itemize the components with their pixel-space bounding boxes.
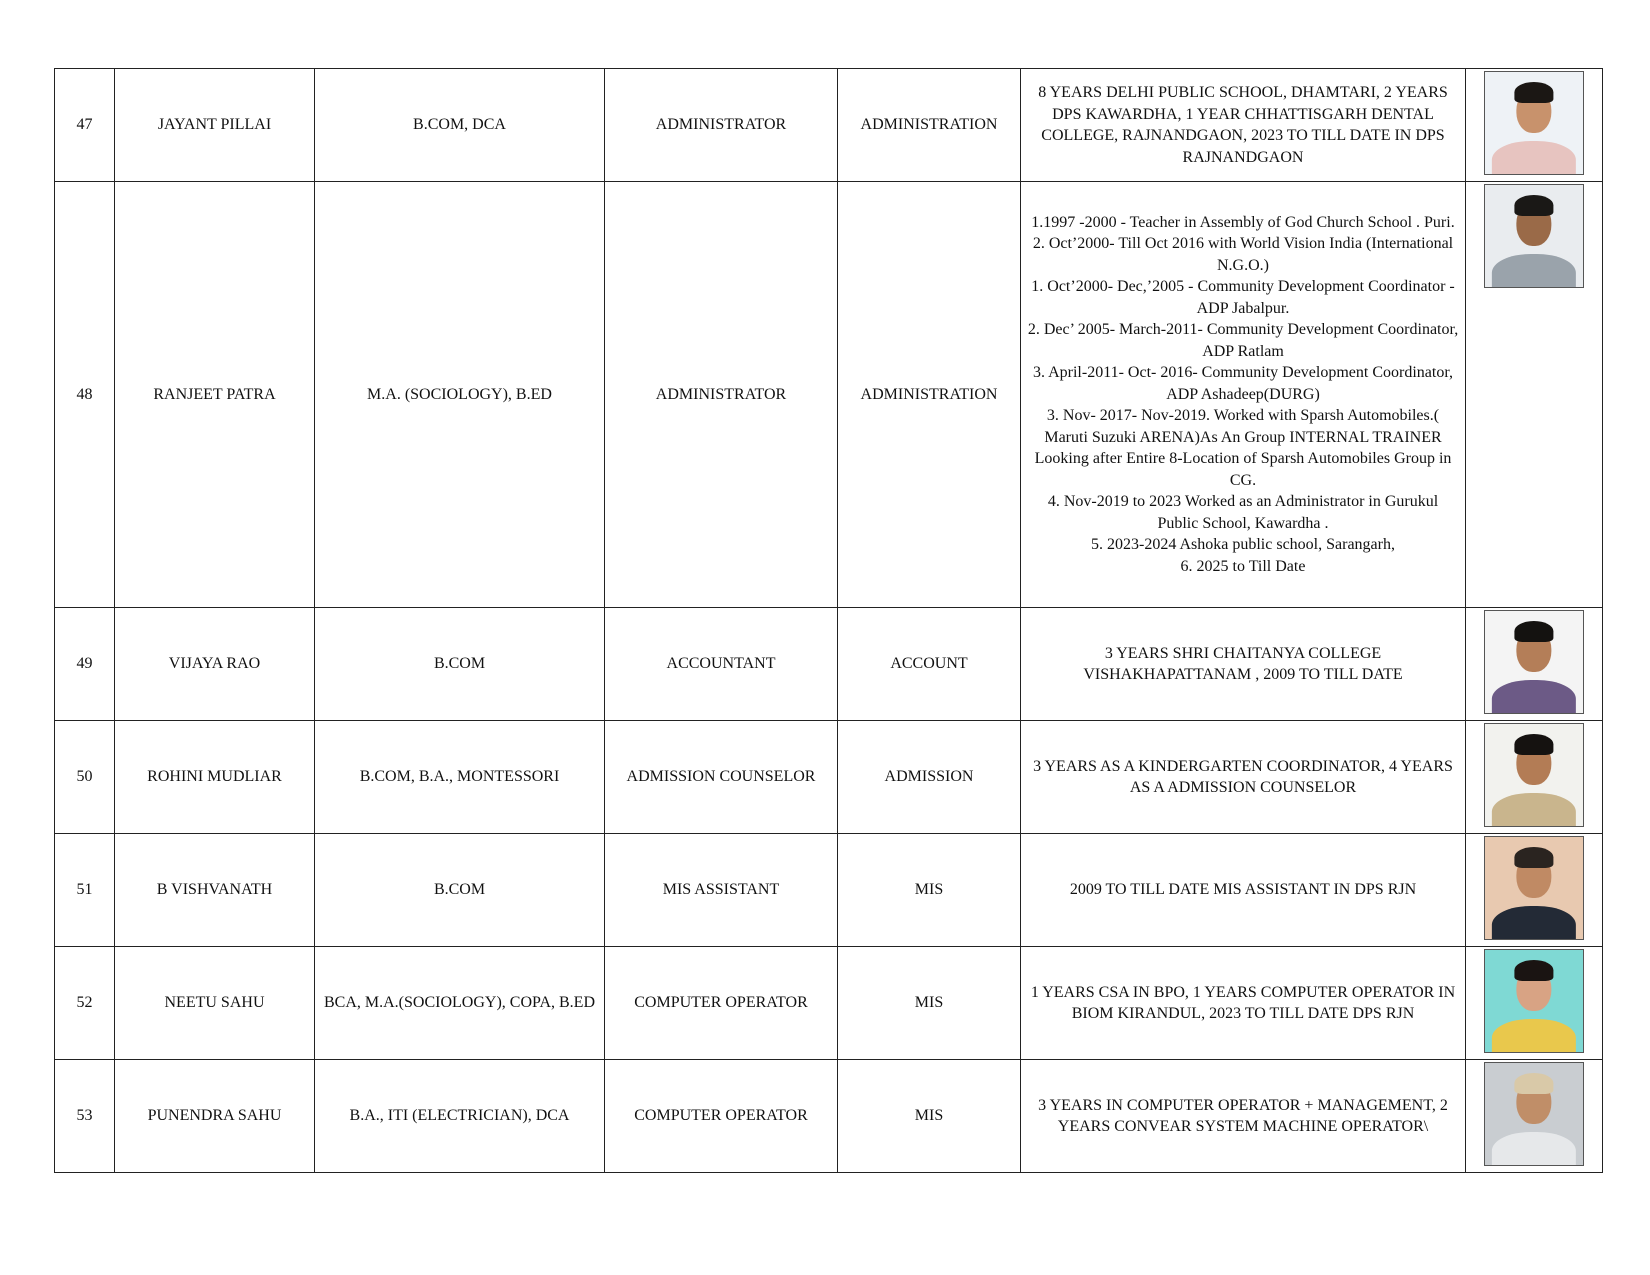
- photo-hair: [1514, 734, 1553, 754]
- experience-line: 3 YEARS SHRI CHAITANYA COLLEGE VISHAKHAPATTANAM , 2009 TO TILL DATE: [1083, 644, 1403, 683]
- name-cell: VIJAYA RAO: [115, 608, 315, 721]
- serial-number-cell: 53: [55, 1060, 115, 1173]
- experience-line: 1 YEARS CSA IN BPO, 1 YEARS COMPUTER OPERATOR IN BIOM KIRANDUL, 2023 TO TILL DATE DPS RJN: [1030, 983, 1456, 1022]
- department-cell: MIS: [838, 947, 1021, 1060]
- experience-cell: [1021, 834, 1466, 947]
- department-cell: ADMINISTRATION: [838, 182, 1021, 608]
- photo-shoulders: [1492, 1132, 1576, 1166]
- photo-hair: [1514, 960, 1553, 980]
- table-row: [55, 182, 1603, 608]
- photo-shoulders: [1492, 1019, 1576, 1053]
- staff-photo: [1484, 723, 1584, 827]
- table-row: [55, 834, 1603, 947]
- qualification-cell: B.COM, DCA: [315, 69, 605, 182]
- photo-shoulders: [1492, 141, 1576, 175]
- experience-line: 2009 TO TILL DATE MIS ASSISTANT IN DPS RJN: [1069, 881, 1417, 899]
- photo-hair: [1514, 82, 1553, 102]
- photo-shoulders: [1492, 254, 1576, 288]
- experience-line: 2. Dec’ 2005- March-2011- Community Development Coordinator, ADP Ratlam: [1027, 321, 1459, 360]
- name-cell: JAYANT PILLAI: [115, 69, 315, 182]
- table-row: [55, 1060, 1603, 1173]
- experience-line: 8 YEARS DELHI PUBLIC SCHOOL, DHAMTARI, 2 YEARS DPS KAWARDHA, 1 YEAR CHHATTISGARH DENTAL COLLEGE, RAJNANDGAON, 2023 TO TILL DATE IN DPS RAJNANDGAON: [1038, 84, 1448, 166]
- experience-line: 1.1997 -2000 - Teacher in Assembly of God Church School . Puri.: [1031, 213, 1455, 231]
- photo-cell: [1466, 182, 1603, 608]
- qualification-cell: M.A. (SOCIOLOGY), B.ED: [315, 182, 605, 608]
- photo-cell: [1466, 608, 1603, 721]
- photo-hair: [1514, 847, 1553, 867]
- experience-line: 1. Oct’2000- Dec,’2005 - Community Development Coordinator - ADP Jabalpur.: [1031, 278, 1455, 317]
- department-cell: ADMISSION: [838, 721, 1021, 834]
- designation-cell: ADMINISTRATOR: [605, 182, 838, 608]
- designation-cell: COMPUTER OPERATOR: [605, 947, 838, 1060]
- experience-line: 2. Oct’2000- Till Oct 2016 with World Vision India (International N.G.O.): [1032, 235, 1454, 274]
- serial-number-cell: 52: [55, 947, 115, 1060]
- staff-photo: [1484, 1062, 1584, 1166]
- staff-photo: [1484, 610, 1584, 714]
- experience-line: 3. April-2011- Oct- 2016- Community Development Coordinator, ADP Ashadeep(DURG): [1032, 364, 1454, 403]
- experience-line: 6. 2025 to Till Date: [1180, 557, 1306, 575]
- staff-table-page: [54, 68, 1602, 1173]
- photo-cell: [1466, 1060, 1603, 1173]
- name-cell: ROHINI MUDLIAR: [115, 721, 315, 834]
- name-cell: B VISHVANATH: [115, 834, 315, 947]
- experience-cell: [1021, 947, 1466, 1060]
- table-row: [55, 721, 1603, 834]
- experience-cell: [1021, 721, 1466, 834]
- qualification-cell: B.COM: [315, 608, 605, 721]
- photo-shoulders: [1492, 793, 1576, 827]
- designation-cell: COMPUTER OPERATOR: [605, 1060, 838, 1173]
- experience-line: 3. Nov- 2017- Nov-2019. Worked with Sparsh Automobiles.( Maruti Suzuki ARENA)As An Group INTERNAL TRAINER Looking after Entire 8-Location of Sparsh Automobiles Group in CG.: [1034, 407, 1452, 489]
- photo-shoulders: [1492, 680, 1576, 714]
- serial-number-cell: 51: [55, 834, 115, 947]
- photo-cell: [1466, 947, 1603, 1060]
- qualification-cell: B.COM, B.A., MONTESSORI: [315, 721, 605, 834]
- department-cell: MIS: [838, 1060, 1021, 1173]
- experience-cell: [1021, 69, 1466, 182]
- experience-line: 4. Nov-2019 to 2023 Worked as an Administrator in Gurukul Public School, Kawardha .: [1047, 493, 1439, 532]
- qualification-cell: B.A., ITI (ELECTRICIAN), DCA: [315, 1060, 605, 1173]
- staff-photo: [1484, 836, 1584, 940]
- staff-photo: [1484, 184, 1584, 288]
- staff-photo: [1484, 71, 1584, 175]
- experience-cell: [1021, 608, 1466, 721]
- serial-number-cell: 47: [55, 69, 115, 182]
- designation-cell: ACCOUNTANT: [605, 608, 838, 721]
- experience-cell: [1021, 182, 1466, 608]
- serial-number-cell: 48: [55, 182, 115, 608]
- name-cell: NEETU SAHU: [115, 947, 315, 1060]
- department-cell: ADMINISTRATION: [838, 69, 1021, 182]
- photo-cell: [1466, 69, 1603, 182]
- staff-photo: [1484, 949, 1584, 1053]
- designation-cell: ADMISSION COUNSELOR: [605, 721, 838, 834]
- table-row: [55, 608, 1603, 721]
- serial-number-cell: 49: [55, 608, 115, 721]
- designation-cell: MIS ASSISTANT: [605, 834, 838, 947]
- name-cell: RANJEET PATRA: [115, 182, 315, 608]
- photo-hair: [1514, 1073, 1553, 1093]
- photo-shoulders: [1492, 906, 1576, 940]
- serial-number-cell: 50: [55, 721, 115, 834]
- name-cell: PUNENDRA SAHU: [115, 1060, 315, 1173]
- qualification-cell: BCA, M.A.(SOCIOLOGY), COPA, B.ED: [315, 947, 605, 1060]
- table-row: [55, 69, 1603, 182]
- photo-hair: [1514, 195, 1553, 215]
- staff-table-body: [55, 69, 1603, 1173]
- experience-line: 3 YEARS AS A KINDERGARTEN COORDINATOR, 4 YEARS AS A ADMISSION COUNSELOR: [1033, 757, 1453, 796]
- experience-line: 3 YEARS IN COMPUTER OPERATOR + MANAGEMENT, 2 YEARS CONVEAR SYSTEM MACHINE OPERATOR\: [1038, 1096, 1448, 1135]
- experience-line: 5. 2023-2024 Ashoka public school, Sarangarh,: [1091, 536, 1395, 554]
- experience-cell: [1021, 1060, 1466, 1173]
- designation-cell: ADMINISTRATOR: [605, 69, 838, 182]
- qualification-cell: B.COM: [315, 834, 605, 947]
- department-cell: MIS: [838, 834, 1021, 947]
- staff-table: [54, 68, 1603, 1173]
- photo-cell: [1466, 721, 1603, 834]
- table-row: [55, 947, 1603, 1060]
- department-cell: ACCOUNT: [838, 608, 1021, 721]
- photo-cell: [1466, 834, 1603, 947]
- photo-hair: [1514, 621, 1553, 641]
